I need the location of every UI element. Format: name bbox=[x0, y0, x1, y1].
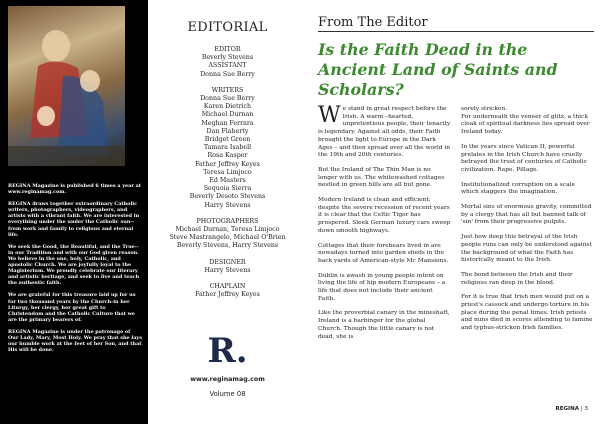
chaplain-heading: CHAPLAIN bbox=[209, 283, 246, 291]
madonna-painting-image bbox=[8, 6, 125, 166]
masthead-title: EDITORIAL bbox=[187, 20, 268, 35]
article-headline: Is the Faith Dead in the Ancient Land of Saints and Scholars? bbox=[318, 40, 558, 99]
article-paragraph: Cottages that their forebears lived in are nowadays turned into garden sheds in the back yards of American-style Mc Mansions. bbox=[318, 242, 449, 264]
writer-name: Karen Dietrich bbox=[203, 103, 252, 111]
staff-list bbox=[160, 46, 295, 299]
sidebar-paragraph: We are grateful for this treasure laid up for us for two thousand years by the Church-in her Liturgy, her clergy, her great gift to Christendom and the Catholic Culture that we are the primary bearers of. bbox=[8, 292, 136, 323]
designer-heading: DESIGNER bbox=[209, 258, 246, 266]
article-paragraph: sorely stricken. For underneath the veneer of glitz, a thick cloak of spiritual darkness lies spread over Ireland today. bbox=[461, 106, 590, 136]
writer-name: Rosa Kasper bbox=[207, 152, 248, 160]
assistant-name: Donna Sue Berry bbox=[200, 70, 255, 78]
website-url: www.reginamag.com bbox=[190, 376, 265, 383]
writer-name: Ed Masters bbox=[209, 177, 246, 185]
chaplain-name: Father Jeffrey Keyes bbox=[195, 291, 260, 299]
editor-heading: EDITOR bbox=[214, 46, 241, 53]
writer-name: Bridget Green bbox=[204, 136, 251, 144]
section-title: From The Editor bbox=[318, 15, 594, 32]
sidebar bbox=[0, 0, 148, 424]
writer-name: Sequoia Sierra bbox=[203, 185, 252, 193]
volume-label: Volume 08 bbox=[209, 390, 246, 398]
article-paragraph: We stand in great respect before the Irish. A warm –hearted, unpretentious people, their tenacity is legendary. Against all odds, their Faith brought the light to Europe in the Dark Ages – and then spread over all the world in the 19th and 20th centuries. bbox=[318, 103, 451, 159]
article-paragraph: Dublin is awash in young people intent on living the life of hip modern Europeans – a life that does not include their ancient Faith. bbox=[318, 272, 446, 302]
photographer-names: Steve Mastrangelo, Michael O'Brien bbox=[169, 234, 286, 242]
article-body bbox=[318, 103, 594, 410]
footer-brand: REGINA bbox=[555, 406, 579, 412]
article-paragraph: Like the proverbial canary in the mineshaft, Ireland is a harbinger for the global Church. Though the little canary is not dead, she is bbox=[318, 310, 450, 340]
sidebar-paragraph: REGINA Magazine is published 6 times a year at www.reginamag.com. bbox=[8, 183, 142, 196]
sidebar-paragraph: REGINA Magazine is under the patronage of Our Lady, Mary, Most Holy. We pray that she lays our humble work at the feet of her Son, and that His will be done. bbox=[8, 328, 142, 354]
article-paragraph: Mortal sins of enormous gravity, committed by a clergy that has all but banned talk of 'sin' from their progressive pulpits. bbox=[461, 204, 592, 226]
article-paragraph: But the Ireland of The Thin Man is no longer with us. The whitewashed cottages nestled in green hills are all but gone. bbox=[318, 166, 445, 189]
article-column-1 bbox=[318, 103, 451, 410]
drop-cap: W bbox=[318, 103, 341, 128]
photographer-names: Michael Durnan, Teresa Limjoco bbox=[175, 226, 280, 234]
writer-name: Dan Flaherty bbox=[206, 127, 249, 135]
page-number: | 3 bbox=[580, 406, 588, 412]
article-paragraph: In the years since Vatican II, powerful prelates in the Irish Church have cruelly betrayed the trust of centuries of Catholic civilization. Rape. Pillage. bbox=[461, 143, 587, 173]
article-paragraph: Just how deep this betrayal of the Irish people runs can only be understood against the background of what the Faith has historically meant to the Irish. bbox=[461, 234, 592, 264]
sidebar-paragraph: We seek the Good, the Beautiful, and the True--in our Tradition and with our God given reason. We believe in the one, holy, Catholic, and apostolic Church. We are joyfully loyal to the Magisterium. We proudly celebrate our literary and artistic heritage, and seek to live and teach the authentic faith. bbox=[8, 243, 140, 287]
assistant-heading: ASSISTANT bbox=[208, 62, 247, 70]
writer-name: Father Jeffrey Keyes bbox=[195, 160, 260, 168]
writer-name: Beverly Desoto Stevens bbox=[189, 193, 266, 201]
designer-name: Harry Stevens bbox=[204, 266, 251, 274]
article-column-2 bbox=[461, 106, 594, 410]
article-paragraph: For it is true that Irish men would put on a priest's cassock and undergo torture in his place during the penal times. Irish priests and nuns died in scores attending to famine and typhus-stricken Irish families. bbox=[461, 294, 593, 332]
sidebar-paragraph: REGINA draws together extraordinary Catholic writers, photographers, videographers, and artists with a vibrant faith. We are interested in everything under the under the Catholic sun--from work and family to religious and eternal life. bbox=[8, 201, 140, 238]
article-paragraph: Institutionalized corruption on a scale which staggers the imagination. bbox=[461, 181, 575, 196]
writer-name: Meghan Ferrara bbox=[201, 119, 254, 127]
editor-name: Beverly Stevens bbox=[201, 54, 254, 62]
writer-name: Donna Sue Berry bbox=[200, 95, 255, 103]
page-footer bbox=[556, 406, 588, 412]
sidebar-mission-text bbox=[8, 183, 142, 359]
writer-name: Michael Durnan bbox=[201, 111, 254, 119]
masthead bbox=[160, 0, 295, 424]
article-paragraph: The bond between the Irish and their religious ran deep in the blood. bbox=[461, 271, 573, 286]
writer-name: Harry Stevens bbox=[204, 201, 251, 209]
writers-heading: WRITERS bbox=[211, 86, 244, 94]
photographers-heading: PHOTOGRAPHERS bbox=[196, 217, 259, 225]
article-paragraph: Modern Ireland is clean and efficient; despite the severe recession of recent years it is clear that the Celtic Tiger has prospered. Sleek German luxury cars sweep down smooth highways. bbox=[318, 197, 451, 234]
regina-logo: R. bbox=[207, 331, 248, 371]
article bbox=[318, 0, 594, 424]
photographer-names: Beverly Stevens, Harry Stevens bbox=[176, 242, 279, 250]
writer-name: Tamara Isabell bbox=[203, 144, 252, 152]
writer-name: Teresa Limjoco bbox=[203, 168, 252, 176]
